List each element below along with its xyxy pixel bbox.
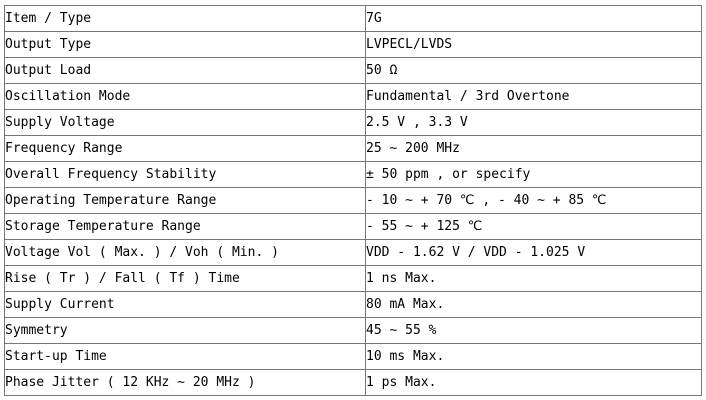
spec-label-start-up-time: Start-up Time <box>5 344 366 370</box>
spec-value-symmetry: 45 ∼ 55 % <box>366 318 702 344</box>
spec-value-supply-voltage: 2.5 V , 3.3 V <box>366 110 702 136</box>
table-row <box>5 214 702 240</box>
spec-label-item-type: Item / Type <box>5 6 366 32</box>
table-row <box>5 292 702 318</box>
spec-label-output-type: Output Type <box>5 32 366 58</box>
table-row <box>5 136 702 162</box>
spec-label-output-load: Output Load <box>5 58 366 84</box>
table-row <box>5 370 702 396</box>
spec-label-storage-temperature-range: Storage Temperature Range <box>5 214 366 240</box>
spec-value-item-type: 7G <box>366 6 702 32</box>
table-row <box>5 318 702 344</box>
spec-value-supply-current: 80 mA Max. <box>366 292 702 318</box>
table-row <box>5 110 702 136</box>
spec-label-symmetry: Symmetry <box>5 318 366 344</box>
table-row <box>5 32 702 58</box>
table-row <box>5 240 702 266</box>
spec-label-phase-jitter: Phase Jitter ( 12 KHz ∼ 20 MHz ) <box>5 370 366 396</box>
spec-table <box>4 5 702 396</box>
spec-value-operating-temperature-range: - 10 ∼ + 70 ℃ , - 40 ∼ + 85 ℃ <box>366 188 702 214</box>
spec-value-output-type: LVPECL/LVDS <box>366 32 702 58</box>
table-row <box>5 6 702 32</box>
spec-value-storage-temperature-range: - 55 ∼ + 125 ℃ <box>366 214 702 240</box>
spec-value-phase-jitter: 1 ps Max. <box>366 370 702 396</box>
spec-label-operating-temperature-range: Operating Temperature Range <box>5 188 366 214</box>
spec-label-supply-current: Supply Current <box>5 292 366 318</box>
spec-value-output-load: 50 Ω <box>366 58 702 84</box>
table-row <box>5 162 702 188</box>
table-row <box>5 188 702 214</box>
spec-label-overall-frequency-stability: Overall Frequency Stability <box>5 162 366 188</box>
spec-label-rise-fall-time: Rise ( Tr ) / Fall ( Tf ) Time <box>5 266 366 292</box>
spec-value-voltage-vol-voh: VDD - 1.62 V / VDD - 1.025 V <box>366 240 702 266</box>
spec-label-voltage-vol-voh: Voltage Vol ( Max. ) / Voh ( Min. ) <box>5 240 366 266</box>
table-row <box>5 84 702 110</box>
table-row <box>5 266 702 292</box>
spec-value-oscillation-mode: Fundamental / 3rd Overtone <box>366 84 702 110</box>
spec-label-frequency-range: Frequency Range <box>5 136 366 162</box>
spec-label-supply-voltage: Supply Voltage <box>5 110 366 136</box>
spec-label-oscillation-mode: Oscillation Mode <box>5 84 366 110</box>
spec-value-start-up-time: 10 ms Max. <box>366 344 702 370</box>
table-row <box>5 344 702 370</box>
spec-value-rise-fall-time: 1 ns Max. <box>366 266 702 292</box>
table-row <box>5 58 702 84</box>
spec-value-overall-frequency-stability: ± 50 ppm , or specify <box>366 162 702 188</box>
spec-value-frequency-range: 25 ∼ 200 MHz <box>366 136 702 162</box>
